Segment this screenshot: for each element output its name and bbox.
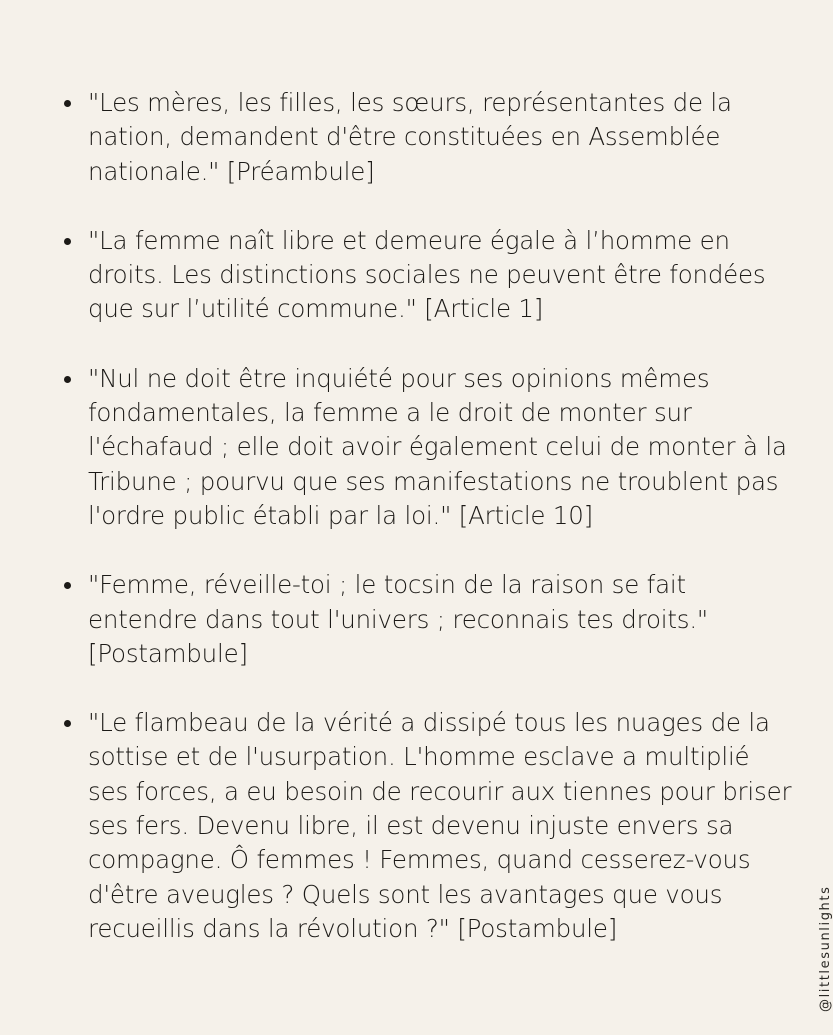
bullet-icon bbox=[64, 582, 71, 589]
bullet-icon bbox=[64, 238, 71, 245]
quote-list bbox=[64, 86, 794, 946]
watermark-handle: @littlesunlights bbox=[818, 885, 833, 1012]
quote-text: "Nul ne doit être inquiété pour ses opinions mêmes fondamentales, la femme a le droit de monter sur l'échafaud ; elle doit avoir également celui de monter à la Tribune ; pourvu que ses manifestations ne troublent pas l'ordre public établi par la loi." [Article 10] bbox=[88, 363, 787, 530]
quote-text: "Femme, réveille-toi ; le tocsin de la raison se fait entendre dans tout l'univers ; reconnais tes droits." [Postambule] bbox=[88, 570, 708, 668]
quote-text: "Le flambeau de la vérité a dissipé tous les nuages de la sottise et de l'usurpation. L'homme esclave a multiplié ses forces, a eu besoin de recourir aux tiennes pour briser ses fers. Devenu libre, il est devenu injuste envers sa compagne. Ô femmes ! Femmes, quand cesserez-vous d'être aveugles ? Quels sont les avantages que vous recueillis dans la révolution ?" [Postambule] bbox=[88, 708, 792, 943]
quote-item bbox=[64, 86, 794, 189]
bullet-icon bbox=[64, 100, 71, 107]
quote-item bbox=[64, 706, 794, 946]
quote-text: "La femme naît libre et demeure égale à l’homme en droits. Les distinctions sociales ne peuvent être fondées que sur l’utilité commune." [Article 1] bbox=[88, 225, 766, 324]
bullet-icon bbox=[64, 720, 71, 727]
quote-item bbox=[64, 362, 794, 533]
quote-item bbox=[64, 224, 794, 327]
bullet-icon bbox=[64, 376, 71, 383]
quote-text: "Les mères, les filles, les sœurs, représentantes de la nation, demandent d'être constituées en Assemblée nationale." [Préambule] bbox=[88, 88, 732, 186]
quote-item bbox=[64, 568, 794, 671]
